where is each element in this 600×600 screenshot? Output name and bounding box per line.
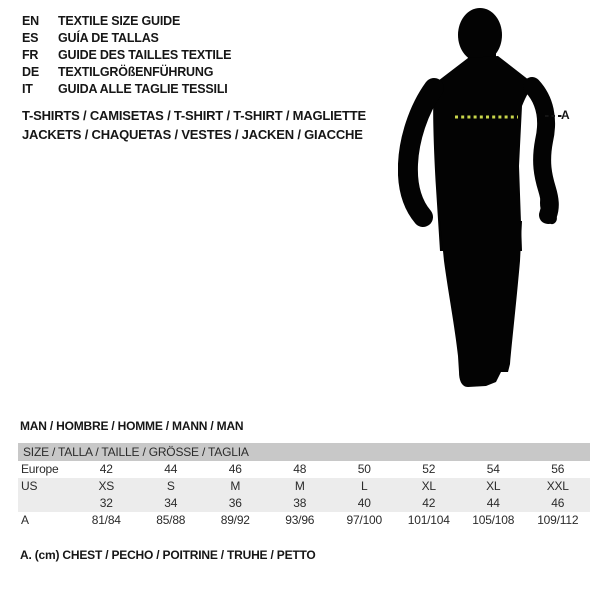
garment-categories bbox=[22, 106, 366, 144]
size-cell: 93/96 bbox=[285, 513, 315, 527]
size-cell: 56 bbox=[551, 462, 565, 476]
language-guide bbox=[22, 13, 231, 98]
size-cell: 46 bbox=[551, 496, 565, 510]
language-code: FR bbox=[22, 48, 39, 62]
size-cell: S bbox=[166, 479, 175, 493]
size-cell: 105/108 bbox=[472, 513, 515, 527]
size-cell: 81/84 bbox=[91, 513, 121, 527]
right-arm-shape bbox=[532, 86, 550, 215]
language-row bbox=[22, 81, 231, 98]
size-cell: 101/104 bbox=[407, 513, 450, 527]
size-cell: 48 bbox=[293, 462, 307, 476]
table-row-europe bbox=[18, 461, 590, 478]
language-title: TEXTILE SIZE GUIDE bbox=[58, 14, 181, 28]
size-cell: 52 bbox=[422, 462, 436, 476]
section-title-man: MAN / HOMBRE / HOMME / MANN / MAN bbox=[20, 419, 244, 433]
size-cell: 44 bbox=[164, 462, 178, 476]
measurement-footnote: A. (cm) CHEST / PECHO / POITRINE / TRUHE / PETTO bbox=[20, 548, 316, 562]
size-table bbox=[18, 443, 590, 529]
size-cell: 40 bbox=[357, 496, 371, 510]
left-arm-shape bbox=[408, 88, 434, 217]
language-title: GUIDE DES TAILLES TEXTILE bbox=[58, 48, 232, 62]
language-code: IT bbox=[22, 82, 33, 96]
language-row bbox=[22, 64, 231, 81]
size-cell: XS bbox=[98, 479, 115, 493]
language-row bbox=[22, 47, 231, 64]
size-table-header: SIZE / TALLA / TAILLE / GRÖSSE / TAGLIA bbox=[18, 443, 590, 461]
size-cell: L bbox=[361, 479, 368, 493]
table-row-us bbox=[18, 478, 590, 495]
category-line-jackets: JACKETS / CHAQUETAS / VESTES / JACKEN / GIACCHE bbox=[22, 127, 363, 142]
category-line-tshirts: T-SHIRTS / CAMISETAS / T-SHIRT / T-SHIRT / MAGLIETTE bbox=[22, 108, 366, 123]
size-cell: 38 bbox=[293, 496, 307, 510]
size-cell: XL bbox=[421, 479, 436, 493]
size-cell: M bbox=[294, 479, 305, 493]
row-label: Europe bbox=[21, 462, 59, 476]
size-cell: 32 bbox=[99, 496, 113, 510]
row-label: US bbox=[21, 479, 38, 493]
size-cell: 44 bbox=[486, 496, 500, 510]
row-label bbox=[18, 495, 74, 512]
man-silhouette bbox=[398, 6, 570, 390]
measure-label-a: A bbox=[561, 108, 570, 122]
size-cell: XL bbox=[486, 479, 501, 493]
language-code: ES bbox=[22, 31, 39, 45]
size-cell: 36 bbox=[228, 496, 242, 510]
size-cell: 34 bbox=[164, 496, 178, 510]
size-cell: 85/88 bbox=[156, 513, 186, 527]
language-row bbox=[22, 13, 231, 30]
size-cell: XXL bbox=[546, 479, 569, 493]
size-cell: 89/92 bbox=[220, 513, 250, 527]
size-cell: 109/112 bbox=[537, 513, 579, 527]
size-cell: M bbox=[230, 479, 241, 493]
language-code: DE bbox=[22, 65, 39, 79]
language-title: TEXTILGRÖßENFÜHRUNG bbox=[58, 65, 214, 79]
size-cell: 42 bbox=[99, 462, 113, 476]
size-cell: 54 bbox=[486, 462, 500, 476]
legs-shape bbox=[440, 221, 522, 387]
table-row-numeric bbox=[18, 495, 590, 512]
man-silhouette-graphic bbox=[398, 6, 570, 390]
language-code: EN bbox=[22, 14, 39, 28]
size-cell: 50 bbox=[357, 462, 371, 476]
language-row bbox=[22, 30, 231, 47]
language-title: GUIDA ALLE TAGLIE TESSILI bbox=[58, 82, 228, 96]
size-cell: 42 bbox=[422, 496, 436, 510]
row-label: A bbox=[21, 513, 29, 527]
table-row-chest-a bbox=[18, 512, 590, 529]
size-cell: 97/100 bbox=[346, 513, 382, 527]
language-title: GUÍA DE TALLAS bbox=[58, 31, 159, 45]
size-cell: 46 bbox=[228, 462, 242, 476]
